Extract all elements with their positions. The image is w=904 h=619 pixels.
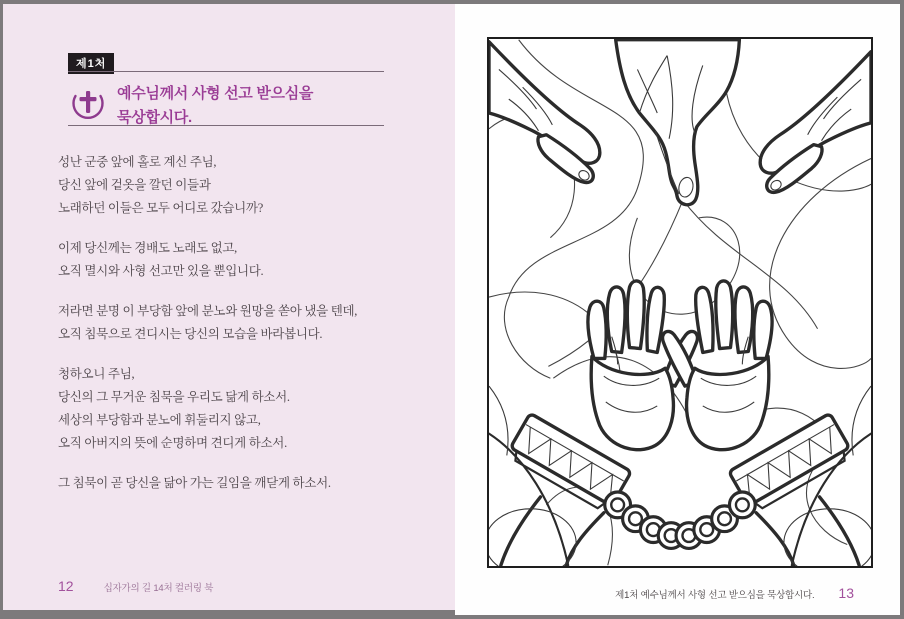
poem-line: 이제 당신께는 경배도 노래도 없고,: [58, 241, 237, 255]
stanza: [58, 363, 418, 455]
page-number-left: 12: [58, 578, 74, 594]
poem-line: 당신 앞에 겉옷을 깔던 이들과: [58, 178, 211, 192]
meditation-poem: [58, 151, 418, 512]
page-number-right: 13: [838, 585, 854, 601]
pointing-hand-top-left: [489, 42, 600, 183]
chain: [605, 492, 755, 548]
right-page-footer: [615, 585, 854, 601]
book-title-footer: 십자가의 길 14처 컬러링 북: [103, 583, 214, 594]
station-title-line2: 묵상합시다.: [117, 109, 192, 126]
illustration-caption: 제1처 예수님께서 사형 선고 받으심을 묵상합시다.: [615, 590, 815, 601]
stanza: [58, 472, 418, 495]
poem-line: 청하오니 주님,: [58, 367, 135, 381]
poem-line: 성난 군중 앞에 홀로 계신 주님,: [58, 155, 217, 169]
poem-line: 세상의 부당함과 분노에 휘둘리지 않고,: [58, 413, 261, 427]
poem-line: 저라면 분명 이 부당함 앞에 분노와 원망을 쏟아 냈을 텐데,: [58, 304, 358, 318]
poem-line: 오직 멸시와 사형 선고만 있을 뿐입니다.: [58, 264, 264, 278]
pointing-hand-top-center: [616, 40, 740, 205]
right-page: [455, 4, 900, 615]
left-page-footer: [58, 578, 213, 594]
header-rule-bottom: [68, 125, 384, 126]
stanza: [58, 300, 418, 346]
poem-line: 오직 아버지의 뜻에 순명하며 견디게 하소서.: [58, 436, 287, 450]
poem-line: 오직 침묵으로 견디시는 당신의 모습을 바라봅니다.: [58, 327, 323, 341]
cross-in-circle-icon: [69, 84, 107, 122]
left-page: [3, 4, 455, 610]
illustration-frame: [487, 37, 873, 568]
poem-line: 당신의 그 무거운 침묵을 우리도 닮게 하소서.: [58, 390, 290, 404]
poem-line: 그 침묵이 곧 당신을 닮아 가는 길임을 깨닫게 하소서.: [58, 476, 331, 490]
poem-line: 노래하던 이들은 모두 어디로 갔습니까?: [58, 201, 263, 215]
stanza: [58, 237, 418, 283]
header-rule-top: [68, 71, 384, 72]
station-title: [117, 82, 313, 130]
station-title-row: [69, 82, 389, 130]
station-badge: 제1처: [68, 53, 114, 74]
coloring-illustration: [489, 39, 871, 566]
stanza: [58, 151, 418, 220]
station-title-line1: 예수님께서 사형 선고 받으심을: [117, 85, 314, 102]
